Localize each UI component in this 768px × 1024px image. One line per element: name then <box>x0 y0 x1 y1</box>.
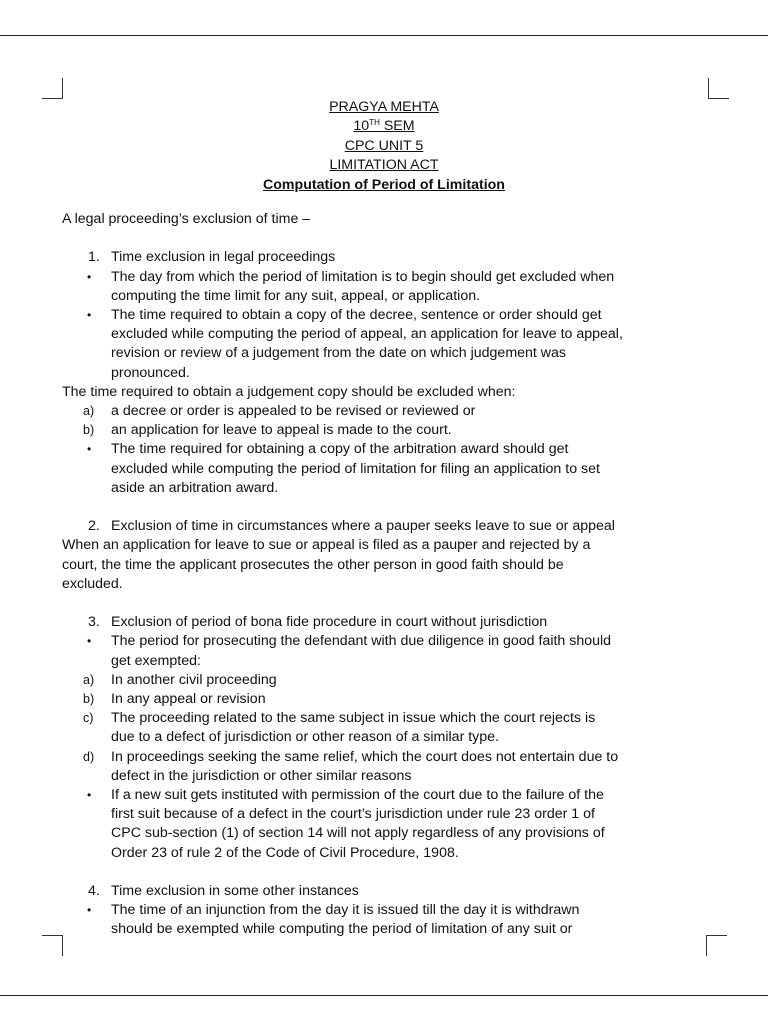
alpha-marker: a) <box>83 404 95 419</box>
section-4-heading <box>62 882 722 901</box>
bullet-item <box>62 632 722 670</box>
text-line: In another civil proceeding <box>111 671 277 688</box>
semester-suffix: TH <box>369 118 380 128</box>
alpha-marker: d) <box>83 749 95 764</box>
semester-word: SEM <box>379 118 415 135</box>
alpha-marker: a) <box>83 672 95 687</box>
section-3-heading <box>62 613 722 632</box>
text-line: The proceeding related to the same subject in issue which the court rejects is <box>111 710 596 727</box>
alpha-item <box>62 748 722 786</box>
text-line: defect in the jurisdiction or other similar reasons <box>111 767 412 784</box>
unit-title: CPC UNIT 5 <box>344 137 424 154</box>
act-title: LIMITATION ACT <box>329 157 439 174</box>
text-line: first suit because of a defect in the court’s jurisdiction under rule 23 order 1 of <box>111 806 595 823</box>
text-line: due to a defect of jurisdiction or other reason of a similar type. <box>111 729 499 746</box>
text-line: When an application for leave to sue or appeal is filed as a pauper and rejected by a <box>62 537 591 554</box>
list-number: 4. <box>88 883 100 900</box>
bullet-item <box>62 306 722 383</box>
text-line: In proceedings seeking the same relief, which the court does not entertain due to <box>111 748 619 765</box>
text-line: excluded. <box>62 575 123 592</box>
text-line: The time required to obtain a copy of the decree, sentence or order should get <box>111 307 602 323</box>
semester <box>0 117 768 136</box>
bullet-marker: • <box>87 308 92 322</box>
crop-mark-top-right <box>708 78 729 99</box>
text-line: The day from which the period of limitation is to begin should get excluded when <box>111 268 615 285</box>
alpha-item <box>62 690 722 709</box>
text-line: CPC sub-section (1) of section 14 will not apply regardless of any provisions of <box>111 825 605 842</box>
list-number: 1. <box>88 249 100 266</box>
bullet-item <box>62 440 722 498</box>
paragraph-text: The time required to obtain a judgement copy should be excluded when: <box>62 383 516 400</box>
bullet-marker: • <box>87 903 92 918</box>
text-line: excluded while computing the period of limitation for filing an application to set <box>111 460 600 477</box>
intro-text: A legal proceeding’s exclusion of time – <box>62 211 311 227</box>
text-line: The time required for obtaining a copy of the arbitration award should get <box>111 441 569 458</box>
alpha-marker: c) <box>83 711 94 726</box>
text-line: The period for prosecuting the defendant with due diligence in good faith should <box>111 633 612 650</box>
author-name: PRAGYA MEHTA <box>329 99 439 115</box>
text-line: court, the time the applicant prosecutes the other person in good faith should be <box>62 556 564 573</box>
text-line: In any appeal or revision <box>111 691 266 708</box>
bullet-item <box>62 786 722 863</box>
text-line: aside an arbitration award. <box>111 479 279 496</box>
bullet-item <box>62 901 722 939</box>
alpha-item <box>62 671 722 690</box>
alpha-item <box>62 402 722 421</box>
bullet-marker: • <box>87 788 92 803</box>
text-line: pronounced. <box>111 364 190 381</box>
section-2-heading <box>62 517 722 536</box>
text-line: If a new suit gets instituted with permission of the court due to the failure of the <box>111 787 604 804</box>
list-number: 2. <box>88 518 100 535</box>
text-line: should be exempted while computing the period of limitation of any suit or <box>111 921 573 938</box>
text-line: a decree or order is appealed to be revised or reviewed or <box>111 403 476 420</box>
alpha-marker: b) <box>83 423 95 438</box>
section-title: Exclusion of period of bona fide procedure in court without jurisdiction <box>111 614 548 631</box>
bullet-marker: • <box>87 269 92 284</box>
bullet-item <box>62 268 722 306</box>
bullet-marker: • <box>87 442 92 457</box>
subject-title: Computation of Period of Limitation <box>263 176 505 193</box>
document-body <box>62 210 722 940</box>
text-line: computing the time limit for any suit, appeal, or application. <box>111 287 481 304</box>
text-line: The time of an injunction from the day it is issued till the day it is withdrawn <box>111 902 580 919</box>
section-title: Time exclusion in legal proceedings <box>111 249 336 266</box>
bottom-border-line <box>0 995 768 996</box>
text-line: revision or review of a judgement from the date on which judgement was <box>111 345 567 362</box>
text-line: get exempted: <box>111 652 201 669</box>
section-title: Exclusion of time in circumstances where a pauper seeks leave to sue or appeal <box>111 518 615 535</box>
text-line: Order 23 of rule 2 of the Code of Civil Procedure, 1908. <box>111 844 459 861</box>
section-1-heading <box>62 248 722 267</box>
top-border-line <box>0 35 768 36</box>
section-title: Time exclusion in some other instances <box>111 883 359 900</box>
document-header <box>0 98 768 195</box>
alpha-item <box>62 709 722 747</box>
bullet-marker: • <box>87 634 92 649</box>
list-number: 3. <box>88 614 100 631</box>
text-line: excluded while computing the period of appeal, an application for leave to appeal, <box>111 326 623 343</box>
alpha-marker: b) <box>83 692 95 707</box>
alpha-item <box>62 421 722 440</box>
crop-mark-bottom-left <box>42 935 63 956</box>
semester-number: 10 <box>353 118 370 135</box>
crop-mark-top-left <box>42 78 63 99</box>
text-line: an application for leave to appeal is made to the court. <box>111 422 452 439</box>
